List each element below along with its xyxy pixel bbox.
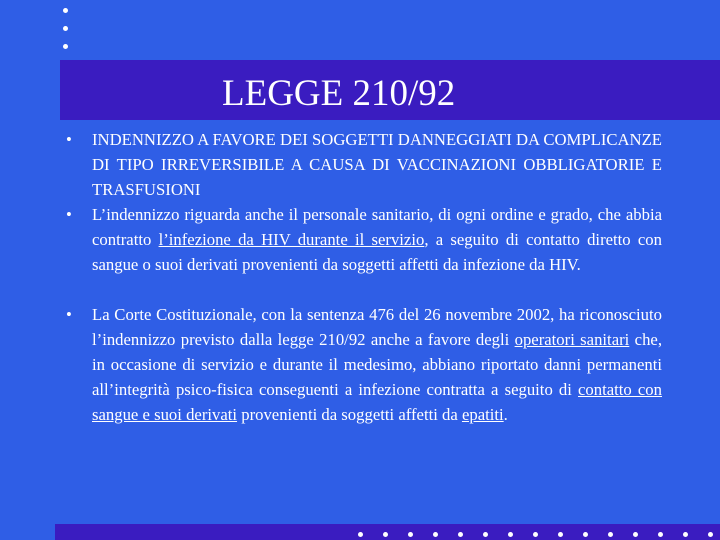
- bullet-text: che, in occasione di servizio e durante il medesimo, abbiano riportato danni permanenti all’integrità psico-fisica conseguenti a infezione contratta a seguito di: [92, 330, 662, 399]
- bullet-item: [66, 202, 662, 277]
- decor-dot: [558, 532, 563, 537]
- underlined-text: operatori sanitari: [514, 330, 630, 349]
- bullet-text: INDENNIZZO A FAVORE DEI SOGGETTI DANNEGGIATI DA COMPLICANZE DI TIPO IRREVERSIBILE A CAUSA DI VACCINAZIONI OBBLIGATORIE E TRASFUSIONI: [92, 130, 662, 199]
- decor-dot: [63, 8, 68, 13]
- bullet-item: [66, 302, 662, 427]
- decor-dot: [63, 44, 68, 49]
- decor-dot: [358, 532, 363, 537]
- bullet-text: .: [503, 405, 508, 424]
- decor-dot: [508, 532, 513, 537]
- decor-dot: [658, 532, 663, 537]
- decor-dot: [583, 532, 588, 537]
- decor-dot: [383, 532, 388, 537]
- decor-dot: [683, 532, 688, 537]
- underlined-text: epatiti: [461, 405, 504, 424]
- underlined-text: contatto con sangue e suoi derivati: [92, 380, 662, 424]
- decor-dot: [63, 26, 68, 31]
- bullet-icon: •: [66, 305, 72, 324]
- decor-dot: [708, 532, 713, 537]
- decor-dot: [533, 532, 538, 537]
- bullet-icon: •: [66, 130, 72, 149]
- decor-dot: [408, 532, 413, 537]
- bullet-text: provenienti da soggetti affetti da: [237, 405, 462, 424]
- slide-title: LEGGE 210/92: [222, 73, 456, 114]
- decor-dot: [633, 532, 638, 537]
- underlined-text: l’infezione da HIV durante il servizio: [158, 230, 425, 249]
- bullet-item: [66, 127, 662, 202]
- decor-dot: [483, 532, 488, 537]
- bullet-text: L’indennizzo riguarda anche il personale sanitario, di ogni ordine e grado, che abbia contratto: [92, 205, 662, 249]
- bullet-text: , a seguito di contatto diretto con sangue o suoi derivati provenienti da soggetti affetti da infezione da HIV.: [92, 230, 662, 274]
- bullet-list: [66, 127, 662, 427]
- bullet-text: La Corte Costituzionale, con la sentenza 476 del 26 novembre 2002, ha riconosciuto l’indennizzo previsto dalla legge 210/92 anche a favore degli: [92, 305, 662, 349]
- decor-dot: [433, 532, 438, 537]
- decor-dot: [458, 532, 463, 537]
- bullet-icon: •: [66, 205, 72, 224]
- decor-dot: [608, 532, 613, 537]
